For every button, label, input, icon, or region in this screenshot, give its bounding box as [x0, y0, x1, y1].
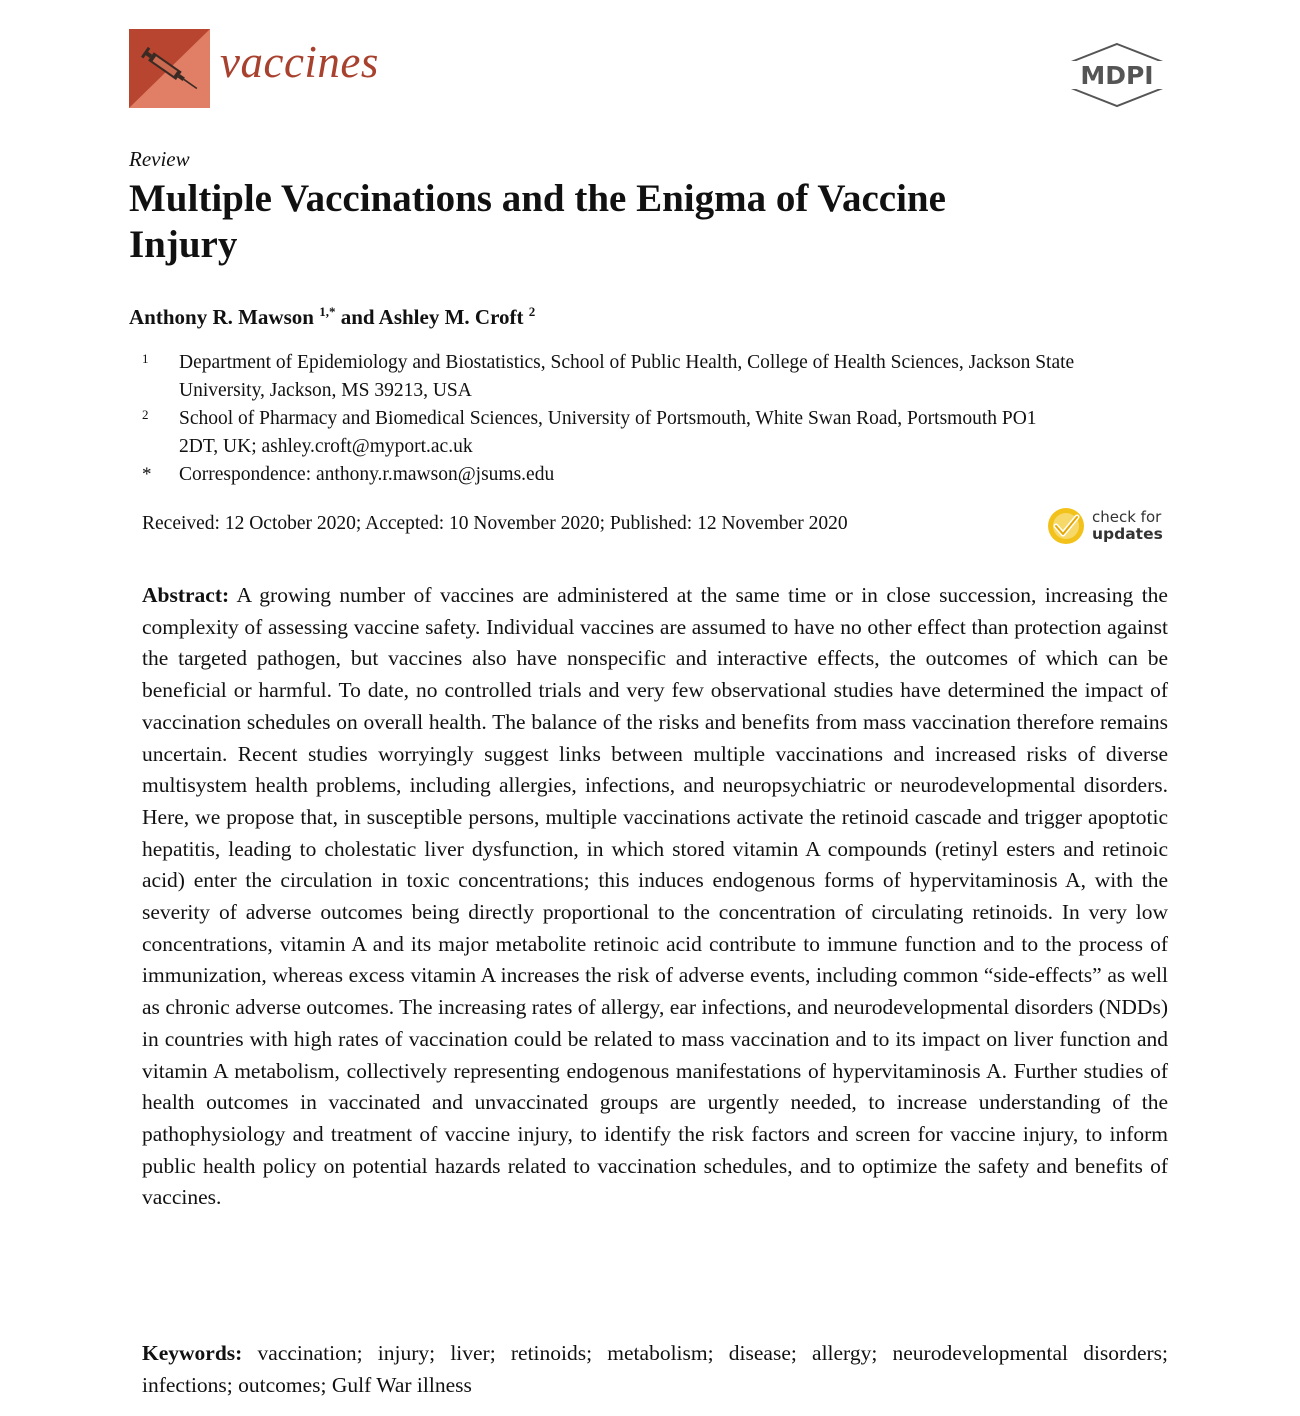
keywords-text: vaccination; injury; liver; retinoids; metabolism; disease; allergy; neurodevelopmental disorders; infections; outcomes; Gulf War illness [142, 1341, 1169, 1397]
affiliation-text: School of Pharmacy and Biomedical Sciences, University of Portsmouth, White Swan Road, Portsmouth PO1 2DT, UK; ashley.croft@myport.ac.uk [179, 408, 1037, 457]
syringe-icon [129, 29, 210, 108]
affiliation-marker: 1 [142, 351, 149, 366]
author-joiner: and [340, 305, 375, 329]
author-name: Anthony R. Mawson [129, 305, 314, 329]
journal-name: vaccines [220, 37, 379, 87]
correspondence-marker: * [142, 464, 152, 485]
author-name: Ashley M. Croft [378, 305, 524, 329]
article-title: Multiple Vaccinations and the Enigma of Vaccine Injury [129, 177, 946, 266]
check-for-updates-badge[interactable] [1046, 506, 1170, 548]
keywords [142, 1338, 1168, 1401]
author-affiliation-marker: 1,* [319, 304, 336, 319]
abstract-label: Abstract: [142, 583, 230, 607]
affiliation-text: Department of Epidemiology and Biostatistics, School of Public Health, College of Health Sciences, Jackson State University, Jackson, MS 39213, USA [179, 352, 1075, 401]
affiliation-marker: 2 [142, 407, 149, 422]
correspondence-text: Correspondence: anthony.r.mawson@jsums.edu [179, 464, 555, 485]
abstract-text: A growing number of vaccines are administered at the same time or in close succession, increasing the complexity of assessing vaccine safety. Individual vaccines are assumed to have no other effect than protection against the targeted pathogen, but vaccines also have nonspecific and interactive effects, the outcomes of which can be beneficial or harmful. To date, no controlled trials and very few observational studies have determined the impact of vaccination schedules on overall health. The balance of the risks and benefits from mass vaccination therefore remains uncertain. Recent studies worryingly suggest links between multiple vaccinations and increased risks of diverse multisystem health problems, including allergies, infections, and neuropsychiatric or neurodevelopmental disorders. Here, we propose that, in susceptible persons, multiple vaccinations activate the retinoid cascade and trigger apoptotic hepatitis, leading to cholestatic liver dysfunction, in which stored vitamin A compounds (retinyl esters and retinoic acid) enter the circulation in toxic concentrations; this induces endogenous forms of hypervitaminosis A, with the severity of adverse outcomes being directly proportional to the concentration of circulating retinoids. In very low concentrations, vitamin A and its major metabolite retinoic acid contribute to immune function and to the process of immunization, whereas excess vitamin A increases the risk of adverse events, including common “side-effects” as well as chronic adverse outcomes. The increasing rates of allergy, ear infections, and neurodevelopmental disorders (NDDs) in countries with high rates of vaccination could be related to mass vaccination and to its impact on liver function and vitamin A metabolism, collectively representing endogenous manifestations of hypervitaminosis A. Further studies of health outcomes in vaccinated and unvaccinated groups are urgently needed, to increase understanding of the pathophysiology and treatment of vaccine injury, to identify the risk factors and screen for vaccine injury, to inform public health policy on potential hazards related to vaccination schedules, and to optimize the safety and benefits of vaccines. [142, 583, 1168, 1210]
keywords-label: Keywords: [142, 1341, 243, 1365]
mdpi-logo [1065, 42, 1169, 108]
author-affiliation-marker: 2 [528, 304, 536, 319]
publication-dates: Received: 12 October 2020; Accepted: 10 November 2020; Published: 12 November 2020 [142, 513, 848, 534]
check-badge-icon [1046, 506, 1086, 546]
check-updates-line2: updates [1092, 525, 1163, 543]
article-type: Review [129, 147, 190, 171]
abstract [142, 580, 1168, 1214]
check-updates-line1: check for [1092, 508, 1162, 526]
author-list [129, 305, 535, 330]
publisher-name: MDPI [1080, 61, 1154, 90]
